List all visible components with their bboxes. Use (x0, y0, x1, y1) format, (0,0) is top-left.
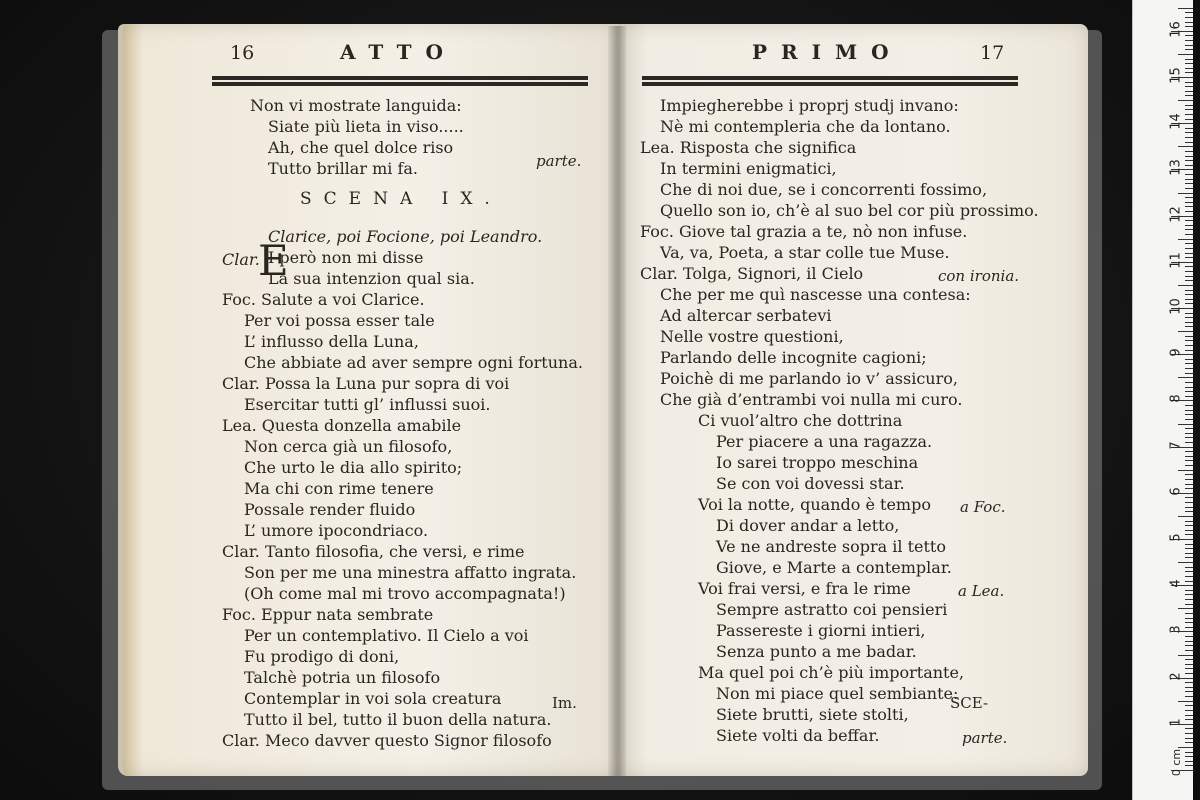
ruler-tick (1185, 544, 1193, 545)
ruler-tick (1185, 502, 1193, 503)
right-text-line: Se con voi dovessi star. (716, 474, 905, 493)
ruler-tick (1178, 285, 1193, 286)
ruler-tick (1185, 188, 1193, 189)
right-text-line: Quello son io, ch’è al suo bel cor più prossimo. (660, 201, 1039, 220)
stage-direction: a Foc. (960, 498, 1006, 516)
ruler-tick (1185, 534, 1193, 535)
right-running-title: PRIMO (752, 40, 903, 64)
left-text-line: Tutto brillar mi fa. (268, 159, 418, 178)
right-text-line: Foc. Giove tal grazia a te, nò non infuse. (640, 222, 968, 241)
ruler-tick (1185, 738, 1193, 739)
left-text-line: Per voi possa esser tale (244, 311, 435, 330)
right-page-number: 17 (980, 42, 1005, 64)
ruler-tick (1178, 747, 1193, 748)
left-text-line: Clarice, poi Focione, poi Leandro. (268, 227, 543, 246)
ruler-tick (1178, 608, 1193, 609)
ruler-tick (1185, 645, 1193, 646)
ruler-tick (1185, 322, 1193, 323)
ruler-tick (1185, 229, 1193, 230)
ruler-tick (1185, 350, 1193, 351)
ruler-tick (1178, 331, 1193, 332)
ruler-tick (1178, 54, 1193, 55)
ruler-tick (1185, 576, 1193, 577)
ruler-tick (1185, 243, 1193, 244)
ruler-tick (1185, 567, 1193, 568)
right-text-line: Che già d’entrambi voi nulla mi curo. (660, 390, 963, 409)
ruler-tick (1185, 442, 1193, 443)
left-text-line: Son per me una minestra affatto ingrata. (244, 563, 577, 582)
ruler-tick (1185, 290, 1193, 291)
left-text-line: Clar. Meco davver questo Signor filosofo (222, 731, 552, 750)
ruler-unit-label: 0 cm (1170, 748, 1184, 777)
ruler-tick (1185, 373, 1193, 374)
ruler-tick (1185, 682, 1193, 683)
left-text-line: Esercitar tutti gl’ influssi suoi. (244, 395, 491, 414)
ruler-tick (1185, 253, 1193, 254)
right-text-line: Sempre astratto coi pensieri (716, 600, 948, 619)
right-text-line: Io sarei troppo meschina (716, 453, 919, 472)
ruler-tick (1185, 266, 1193, 267)
ruler-tick (1185, 12, 1193, 13)
ruler-tick (1185, 636, 1193, 637)
ruler-number: 7 (1168, 440, 1184, 450)
right-text-line: Va, va, Poeta, a star colle tue Muse. (660, 243, 950, 262)
ruler-tick (1178, 470, 1193, 471)
ruler-tick (1185, 359, 1193, 360)
ruler-tick (1185, 691, 1193, 692)
ruler-tick (1185, 618, 1193, 619)
ruler-tick (1185, 742, 1193, 743)
ruler-tick (1185, 641, 1193, 642)
ruler-tick (1185, 756, 1193, 757)
ruler-tick (1185, 119, 1193, 120)
ruler-number: 6 (1168, 487, 1184, 496)
ruler-tick (1178, 146, 1193, 147)
ruler-tick (1185, 622, 1193, 623)
right-header-rule (642, 76, 1018, 82)
ruler-tick (1185, 664, 1193, 665)
ruler-tick (1185, 299, 1193, 300)
ruler-tick (1185, 405, 1193, 406)
left-text-line: Lea. Questa donzella amabile (222, 416, 462, 435)
ruler-tick (1185, 465, 1193, 466)
right-text-line: Che per me quì nascesse una contesa: (660, 285, 971, 304)
left-running-title: ATTO (340, 40, 457, 64)
right-text-line: Giove, e Marte a contemplar. (716, 558, 952, 577)
right-text-line: Parlando delle incognite cagioni; (660, 348, 927, 367)
ruler-tick (1185, 479, 1193, 480)
ruler-tick (1185, 382, 1193, 383)
ruler-tick (1185, 613, 1193, 614)
ruler-tick (1185, 183, 1193, 184)
ruler-tick (1185, 590, 1193, 591)
ruler-tick (1185, 340, 1193, 341)
ruler-tick (1185, 650, 1193, 651)
left-text-line: Siate più lieta in viso..... (268, 117, 464, 136)
ruler-tick (1185, 202, 1193, 203)
ruler-tick (1185, 345, 1193, 346)
left-text-line: (Oh come mal mi trovo accompagnata!) (244, 584, 566, 603)
right-running-head (640, 36, 1020, 66)
ruler-tick (1185, 45, 1193, 46)
ruler-number: 12 (1168, 205, 1184, 223)
left-text-line: Ma chi con rime tenere (244, 479, 434, 498)
ruler-tick (1185, 484, 1193, 485)
ruler-tick (1185, 82, 1193, 83)
ruler-tick (1185, 419, 1193, 420)
ruler-tick (1185, 105, 1193, 106)
right-text-line: Siete volti da beffar. (716, 726, 880, 745)
ruler-tick (1185, 705, 1193, 706)
ruler-tick (1185, 673, 1193, 674)
right-text-line: Di dover andar a letto, (716, 516, 900, 535)
ruler-tick (1185, 719, 1193, 720)
left-text-line: Che abbiate ad aver sempre ogni fortuna. (244, 353, 583, 372)
right-text-line: Che di noi due, se i concorrenti fossimo, (660, 180, 988, 199)
ruler-tick (1185, 174, 1193, 175)
right-text-line: Voi la notte, quando è tempo (698, 495, 931, 514)
left-text-line: Clar. Possa la Luna pur sopra di voi (222, 374, 510, 393)
ruler-tick (1185, 165, 1193, 166)
ruler-tick (1185, 668, 1193, 669)
ruler-tick (1185, 594, 1193, 595)
ruler-tick (1185, 220, 1193, 221)
ruler-tick (1185, 313, 1193, 314)
left-catchword: Im. (552, 694, 577, 712)
ruler-tick (1185, 142, 1193, 143)
ruler-tick (1185, 225, 1193, 226)
ruler-tick (1178, 562, 1193, 563)
left-text-line: Clar. Tanto filosofia, che versi, e rime (222, 542, 525, 561)
ruler-number: 2 (1168, 671, 1184, 681)
stage-direction-parte: parte. (536, 152, 582, 170)
ruler-tick (1185, 761, 1193, 762)
ruler-number: 13 (1168, 159, 1184, 177)
left-text-line: Fu prodigo di doni, (244, 647, 400, 666)
ruler-tick (1185, 59, 1193, 60)
ruler-tick (1185, 456, 1193, 457)
ruler-tick (1185, 521, 1193, 522)
ruler-tick (1185, 95, 1193, 96)
ruler-tick (1178, 193, 1193, 194)
ruler-tick (1185, 276, 1193, 277)
right-text-line: Per piacere a una ragazza. (716, 432, 933, 451)
right-text-line: Impiegherebbe i proprj studj invano: (660, 96, 959, 115)
ruler-tick (1185, 151, 1193, 152)
ruler-tick (1185, 156, 1193, 157)
left-text-line: Non cerca già un filosofo, (244, 437, 453, 456)
right-catchword: SCE- (950, 694, 989, 712)
ruler-tick (1185, 659, 1193, 660)
ruler-tick (1185, 497, 1193, 498)
right-text-line: Nelle vostre questioni, (660, 327, 844, 346)
ruler-tick (1185, 303, 1193, 304)
left-header-rule (212, 76, 588, 82)
ruler-tick (1185, 49, 1193, 50)
left-text-line: Per un contemplativo. Il Cielo a voi (244, 626, 529, 645)
ruler-tick (1185, 63, 1193, 64)
ruler-tick (1185, 752, 1193, 753)
ruler-tick (1185, 507, 1193, 508)
ruler-tick (1185, 72, 1193, 73)
ruler-tick (1185, 627, 1193, 628)
ruler-tick (1185, 206, 1193, 207)
ruler-number: 15 (1168, 67, 1184, 84)
left-text-line: Che urto le dia allo spirito; (244, 458, 463, 477)
ruler-tick (1185, 234, 1193, 235)
ruler-tick (1185, 179, 1193, 180)
ruler-number: 14 (1168, 113, 1184, 130)
book-gutter (608, 26, 626, 776)
right-text-line: Passereste i giorni intieri, (716, 621, 926, 640)
right-text-line: Ma quel poi ch’è più importante, (698, 663, 965, 682)
ruler-tick (1185, 40, 1193, 41)
ruler-number: 3 (1168, 625, 1184, 635)
ruler-tick (1178, 239, 1193, 240)
ruler-tick (1185, 433, 1193, 434)
left-text-line: Tutto il bel, tutto il buon della natura. (244, 710, 552, 729)
ruler-tick (1185, 530, 1193, 531)
stage-direction: con ironia. (938, 267, 1020, 285)
ruler-number: 1 (1168, 718, 1184, 727)
left-text-line: L’ influsso della Luna, (244, 332, 419, 351)
ruler-tick (1185, 211, 1193, 212)
ruler-tick (1185, 474, 1193, 475)
ruler-tick (1178, 516, 1193, 517)
measuring-ruler (1132, 0, 1193, 800)
right-text-line: In termini enigmatici, (660, 159, 837, 178)
ruler-number: 4 (1168, 579, 1184, 588)
ruler-tick (1185, 553, 1193, 554)
ruler-tick (1185, 35, 1193, 36)
left-text-line: Talchè potria un filosofo (244, 668, 441, 687)
ruler-tick (1185, 109, 1193, 110)
ruler-tick (1185, 414, 1193, 415)
ruler-tick (1185, 437, 1193, 438)
ruler-tick (1178, 377, 1193, 378)
ruler-number: 11 (1168, 252, 1184, 269)
ruler-tick (1185, 604, 1193, 605)
ruler-number: 8 (1168, 394, 1184, 404)
ruler-number: 9 (1168, 348, 1184, 357)
ruler-tick (1185, 160, 1193, 161)
right-text-line: Siete brutti, siete stolti, (716, 705, 909, 724)
ruler-tick (1178, 655, 1193, 656)
ruler-tick (1185, 294, 1193, 295)
ruler-tick (1178, 8, 1193, 9)
left-text-line: Possale render fluido (244, 500, 416, 519)
ruler-tick (1185, 68, 1193, 69)
right-text-line: Poichè di me parlando io v’ assicuro, (660, 369, 958, 388)
ruler-tick (1185, 26, 1193, 27)
stage-direction: a Lea. (958, 582, 1005, 600)
left-running-head (230, 36, 580, 66)
left-text-line: Foc. Eppur nata sembrate (222, 605, 434, 624)
left-text-line: Ah, che quel dolce riso (268, 138, 454, 157)
ruler-tick (1185, 137, 1193, 138)
ruler-tick (1185, 132, 1193, 133)
ruler-tick (1185, 396, 1193, 397)
ruler-tick (1185, 599, 1193, 600)
left-text-line: Non vi mostrate languida: (250, 96, 462, 115)
ruler-tick (1185, 257, 1193, 258)
left-page-number: 16 (230, 42, 255, 64)
ruler-tick (1185, 511, 1193, 512)
left-text-line: L’ umore ipocondriaco. (244, 521, 429, 540)
ruler-tick (1185, 710, 1193, 711)
ruler-tick (1185, 488, 1193, 489)
ruler-tick (1185, 363, 1193, 364)
ruler-tick (1178, 424, 1193, 425)
ruler-tick (1178, 100, 1193, 101)
ruler-tick (1185, 557, 1193, 558)
right-text-line: Non mi piace quel sembiante: (716, 684, 959, 703)
ruler-number: 5 (1168, 533, 1184, 542)
ruler-tick (1185, 728, 1193, 729)
right-text-line: Clar. Tolga, Signori, il Cielo (640, 264, 864, 283)
ruler-tick (1185, 428, 1193, 429)
speaker-label: Clar. (222, 250, 260, 269)
ruler-tick (1185, 696, 1193, 697)
ruler-tick (1185, 525, 1193, 526)
ruler-tick (1185, 687, 1193, 688)
ruler-number: 10 (1168, 298, 1184, 315)
right-text-line: Ci vuol’altro che dottrina (698, 411, 903, 430)
left-text-line: I però non mi disse (268, 248, 424, 267)
ruler-tick (1185, 460, 1193, 461)
left-text-line: Foc. Salute a voi Clarice. (222, 290, 425, 309)
ruler-tick (1185, 22, 1193, 23)
ruler-tick (1185, 280, 1193, 281)
right-text-line: Ve ne andreste sopra il tetto (716, 537, 946, 556)
ruler-tick (1185, 368, 1193, 369)
ruler-tick (1185, 548, 1193, 549)
ruler-tick (1185, 317, 1193, 318)
ruler-tick (1185, 128, 1193, 129)
ruler-tick (1185, 197, 1193, 198)
ruler-tick (1185, 733, 1193, 734)
ruler-tick (1185, 387, 1193, 388)
ruler-tick (1178, 701, 1193, 702)
left-text-line: Contemplar in voi sola creatura (244, 689, 502, 708)
right-text-line: Lea. Risposta che significa (640, 138, 857, 157)
ruler-tick (1185, 581, 1193, 582)
stage-direction: parte. (962, 729, 1008, 747)
ruler-tick (1185, 248, 1193, 249)
right-text-line: Senza punto a me badar. (716, 642, 917, 661)
ruler-tick (1185, 391, 1193, 392)
ruler-tick (1185, 326, 1193, 327)
ruler-tick (1185, 336, 1193, 337)
ruler-tick (1185, 86, 1193, 87)
right-text-line: Ad altercar serbatevi (660, 306, 832, 325)
ruler-tick (1185, 271, 1193, 272)
drop-capital: E (258, 236, 289, 285)
ruler-tick (1185, 91, 1193, 92)
ruler-tick (1185, 114, 1193, 115)
ruler-tick (1185, 451, 1193, 452)
ruler-tick (1185, 410, 1193, 411)
right-text-line: Voi frai versi, e fra le rime (698, 579, 911, 598)
scene-heading: SCENA IX. (300, 189, 502, 209)
ruler-tick (1185, 571, 1193, 572)
right-text-line: Nè mi contempleria che da lontano. (660, 117, 951, 136)
ruler-number: 16 (1168, 21, 1184, 38)
ruler-tick (1185, 17, 1193, 18)
ruler-tick (1185, 715, 1193, 716)
ruler-tick (1185, 765, 1193, 766)
left-text-line: La sua intenzion qual sia. (268, 269, 475, 288)
